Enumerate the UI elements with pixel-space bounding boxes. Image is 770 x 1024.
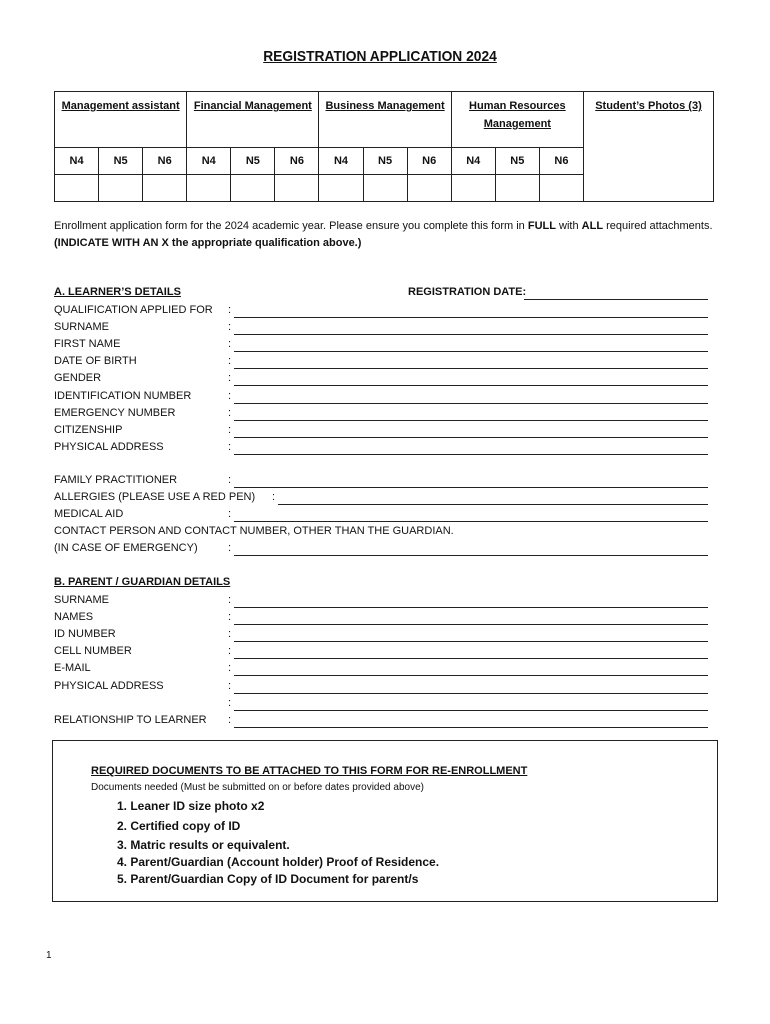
input-line[interactable]: [234, 710, 708, 711]
document-item: 2. Certified copy of ID: [117, 819, 241, 833]
checkbox-cell[interactable]: [539, 175, 583, 202]
field-label: (IN CASE OF EMERGENCY): [54, 542, 198, 554]
registration-date-field[interactable]: [524, 299, 708, 300]
field-colon: :: [228, 321, 232, 334]
input-line[interactable]: [234, 334, 708, 335]
level-n4: N4: [451, 148, 495, 175]
input-line[interactable]: [234, 521, 708, 522]
level-n6: N6: [143, 148, 187, 175]
input-line[interactable]: [234, 641, 708, 642]
input-line[interactable]: [278, 504, 708, 505]
course-business-management: Business Management: [319, 92, 451, 148]
page-title: REGISTRATION APPLICATION 2024: [263, 48, 497, 65]
field-colon: :: [228, 696, 232, 709]
field-label: FAMILY PRACTITIONER: [54, 474, 178, 486]
field-label: DATE OF BIRTH: [54, 355, 137, 368]
level-n5: N5: [231, 148, 275, 175]
field-label: CITIZENSHIP: [54, 423, 123, 436]
checkbox-cell[interactable]: [451, 175, 495, 202]
checkbox-cell[interactable]: [143, 175, 187, 202]
document-item: 3. Matric results or equivalent.: [117, 838, 290, 852]
field-colon: :: [228, 372, 232, 385]
field-label: SURNAME: [54, 594, 110, 606]
field-colon: :: [228, 389, 232, 402]
field-colon: :: [228, 713, 232, 726]
field-colon: :: [228, 338, 232, 351]
document-item: 1. Leaner ID size photo x2: [117, 799, 265, 813]
level-n6: N6: [275, 148, 319, 175]
field-colon: :: [228, 423, 232, 436]
field-colon: :: [228, 355, 232, 368]
level-n5: N5: [495, 148, 539, 175]
field-label: GENDER: [54, 372, 102, 385]
checkbox-cell[interactable]: [275, 175, 319, 202]
document-item: 5. Parent/Guardian Copy of ID Document for parent/s: [117, 872, 419, 886]
level-n5: N5: [363, 148, 407, 175]
document-item: 4. Parent/Guardian (Account holder) Proof of Residence.: [117, 855, 440, 869]
level-n5: N5: [99, 148, 143, 175]
level-n4: N4: [319, 148, 363, 175]
field-colon: :: [228, 611, 232, 624]
input-line[interactable]: [234, 624, 708, 625]
registration-date-label: REGISTRATION DATE:: [408, 286, 527, 298]
documents-subheading: Documents needed (Must be submitted on or before dates provided above): [91, 782, 424, 793]
field-colon: :: [228, 628, 232, 641]
course-human-resources-management: Human Resources Management: [451, 92, 583, 148]
level-n6: N6: [407, 148, 451, 175]
documents-heading: REQUIRED DOCUMENTS TO BE ATTACHED TO THIS FORM FOR RE-ENROLLMENT: [91, 765, 528, 777]
field-label: SURNAME: [54, 321, 110, 334]
field-label: CONTACT PERSON AND CONTACT NUMBER, OTHER THAN THE GUARDIAN.: [54, 525, 454, 537]
learner-details-heading: A. LEARNER’S DETAILS: [54, 286, 181, 298]
input-line[interactable]: [234, 675, 708, 676]
input-line[interactable]: [234, 487, 708, 488]
checkbox-cell[interactable]: [319, 175, 363, 202]
field-colon: :: [228, 304, 232, 316]
input-line[interactable]: [234, 351, 708, 352]
qualification-table: [54, 91, 714, 202]
input-line[interactable]: [234, 607, 708, 608]
field-label: PHYSICAL ADDRESS: [54, 440, 164, 453]
guardian-details-heading: B. PARENT / GUARDIAN DETAILS: [54, 576, 231, 588]
checkbox-cell[interactable]: [407, 175, 451, 202]
level-n4: N4: [187, 148, 231, 175]
input-line[interactable]: [234, 385, 708, 386]
field-colon: :: [228, 645, 232, 658]
input-line[interactable]: [234, 368, 708, 369]
field-colon: :: [228, 662, 232, 675]
field-colon: :: [228, 594, 232, 606]
field-colon: :: [228, 406, 232, 419]
course-financial-management: Financial Management: [187, 92, 319, 148]
field-colon: :: [228, 440, 232, 453]
student-photos-box: Student’s Photos (3): [584, 92, 714, 202]
checkbox-cell[interactable]: [187, 175, 231, 202]
input-line[interactable]: [234, 454, 708, 455]
intro-text: Enrollment application form for the 2024 academic year. Please ensure you complete this form in FULL with ALL required attachments. (INDICATE WITH AN X the appropriate qualification above.): [54, 220, 713, 249]
input-line[interactable]: [234, 693, 708, 694]
checkbox-cell[interactable]: [495, 175, 539, 202]
field-colon: :: [228, 542, 232, 554]
field-label: MEDICAL AID: [54, 508, 124, 520]
checkbox-cell[interactable]: [363, 175, 407, 202]
input-line[interactable]: [234, 403, 708, 404]
required-documents-box: [52, 740, 718, 902]
field-label: RELATIONSHIP TO LEARNER: [54, 713, 207, 726]
field-colon: :: [228, 508, 232, 520]
field-label: CELL NUMBER: [54, 645, 132, 658]
course-management-assistant: Management assistant: [55, 92, 187, 148]
input-line[interactable]: [234, 420, 708, 421]
field-colon: :: [272, 491, 276, 503]
field-label: FIRST NAME: [54, 338, 121, 351]
field-colon: :: [228, 679, 232, 692]
field-label: E-MAIL: [54, 662, 91, 675]
input-line[interactable]: [234, 317, 708, 318]
field-label: EMERGENCY NUMBER: [54, 406, 176, 419]
field-label: ID NUMBER: [54, 628, 116, 641]
page-number: 1: [46, 950, 52, 961]
checkbox-cell[interactable]: [55, 175, 99, 202]
field-label: PHYSICAL ADDRESS: [54, 679, 164, 692]
checkbox-cell[interactable]: [231, 175, 275, 202]
field-label: ALLERGIES (PLEASE USE A RED PEN): [54, 491, 256, 503]
level-n4: N4: [55, 148, 99, 175]
input-line[interactable]: [234, 555, 708, 556]
field-colon: :: [228, 474, 232, 486]
input-line[interactable]: [234, 437, 708, 438]
level-n6: N6: [539, 148, 583, 175]
checkbox-cell[interactable]: [99, 175, 143, 202]
field-label: IDENTIFICATION NUMBER: [54, 389, 192, 402]
field-label: NAMES: [54, 611, 94, 624]
field-label: QUALIFICATION APPLIED FOR: [54, 304, 213, 316]
input-line[interactable]: [234, 658, 708, 659]
input-line[interactable]: [234, 727, 708, 728]
